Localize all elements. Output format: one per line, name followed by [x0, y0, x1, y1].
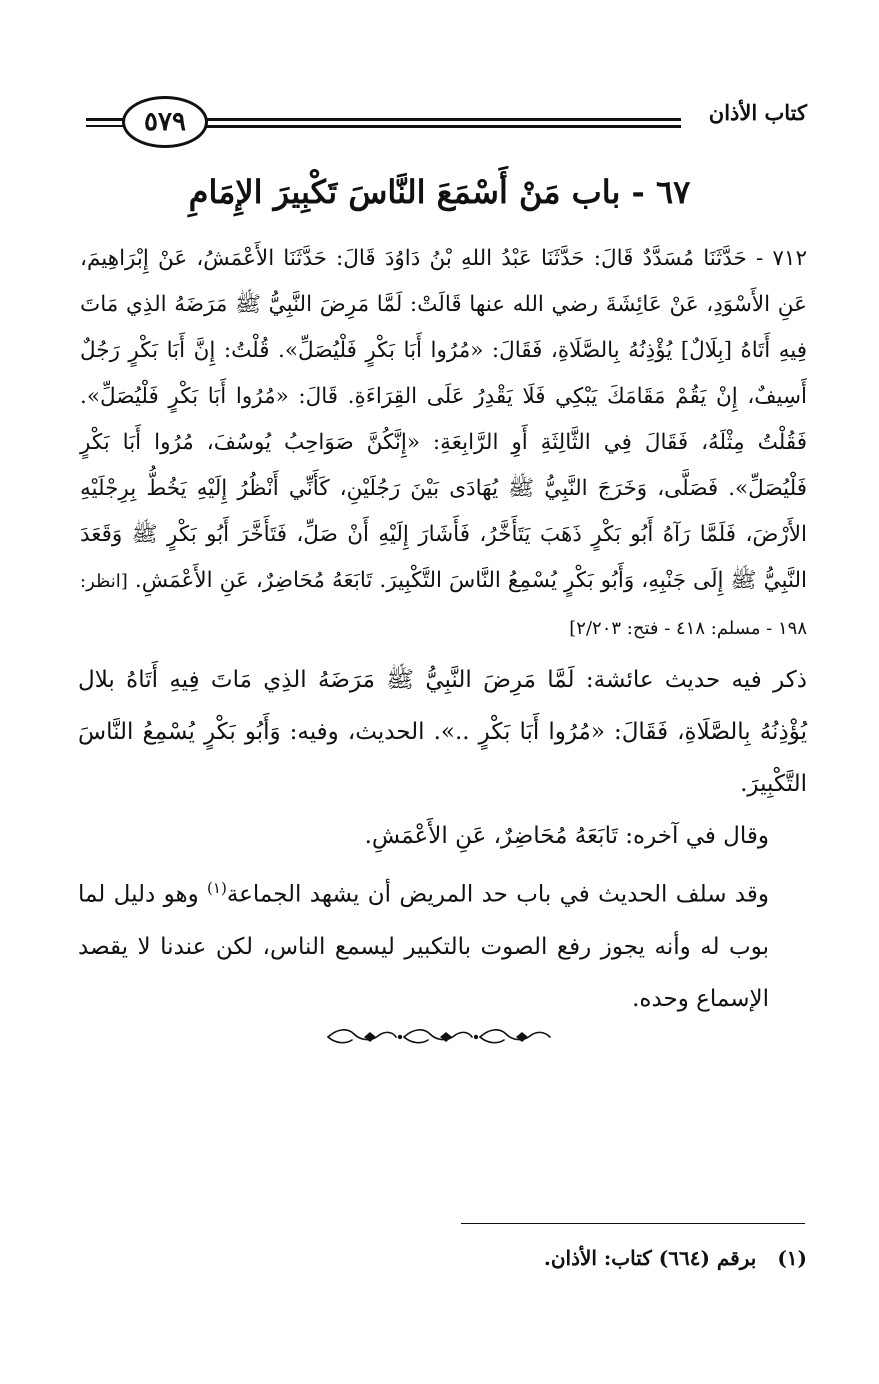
- chapter-heading: ٦٧ - باب مَنْ أَسْمَعَ النَّاسَ تَكْبِيرَ الإِمَامِ: [188, 173, 691, 211]
- hadith-reference: [انظر: ١٩٨ - مسلم: ٤١٨ - فتح: ٢/٢٠٣]: [80, 571, 807, 639]
- footnote: [100, 1238, 807, 1278]
- commentary-paragraph-3-start: وقد سلف الحديث في باب حد المريض أن يشهد الجماعة: [226, 881, 769, 908]
- book-title: كتاب الأذان: [708, 100, 807, 125]
- commentary-paragraph-2: وقال في آخره: تَابَعَهُ مُحَاضِرٌ، عَنِ الأَعْمَشِ.: [364, 823, 769, 849]
- page-number: ٥٧٩: [122, 96, 208, 148]
- hadith-text: [80, 236, 807, 652]
- footnote-marker: (١): [777, 1246, 807, 1270]
- footnote-reference[interactable]: (١): [207, 879, 227, 897]
- decorative-divider-icon: [320, 1024, 560, 1050]
- commentary: [78, 654, 807, 1025]
- commentary-paragraph-1: ذكر فيه حديث عائشة: لَمَّا مَرِضَ النَّبِيُّ ﷺ مَرَضَهُ الذِي مَاتَ فِيهِ أَتَاهُ بلال يُؤْذِنُهُ بِالصَّلَاةِ، فَقَالَ: «مُرُوا أَبَا بَكْرٍ ..». الحديث، وفيه: وَأَبُو بَكْرٍ يُسْمِعُ النَّاسَ التَّكْبِيرَ.: [78, 667, 807, 797]
- commentary-paragraph-3-end: وهو دليل لما بوب له وأنه يجوز رفع الصوت بالتكبير ليسمع الناس، لكن عندنا لا يقصد الإسماع وحده.: [78, 881, 769, 1012]
- commentary-paragraph-3: [78, 862, 807, 1025]
- footnote-text: برقم (٦٦٤) كتاب: الأذان.: [543, 1246, 757, 1270]
- page-header: [86, 96, 807, 156]
- hadith-body: ٧١٢ - حَدَّثَنَا مُسَدَّدٌ قَالَ: حَدَّثَنَا عَبْدُ اللهِ بْنُ دَاوُدَ قَالَ: حَدَّثَنَا الأَعْمَشُ، عَنْ إِبْرَاهِيمَ، عَنِ الأَسْوَدِ، عَنْ عَائِشَةَ رضي الله عنها قَالَتْ: لَمَّا مَرِضَ النَّبِيُّ ﷺ مَرَضَهُ الذِي مَاتَ فِيهِ أَتَاهُ [بِلَالٌ] يُؤْذِنُهُ بِالصَّلَاةِ، فَقَالَ: «مُرُوا أَبَا بَكْرٍ فَلْيُصَلِّ». قُلْتُ: إِنَّ أَبَا بَكْرٍ رَجُلٌ أَسِيفٌ، إِنْ يَقُمْ مَقَامَكَ يَبْكِي فَلَا يَقْدِرُ عَلَى القِرَاءَةِ. قَالَ: «مُرُوا أَبَا بَكْرٍ فَلْيُصَلِّ». فَقُلْتُ مِثْلَهُ، فَقَالَ فِي الثَّالِثَةِ أَوِ الرَّابِعَةِ: «إِنَّكُنَّ صَوَاحِبُ يُوسُفَ، مُرُوا أَبَا بَكْرٍ فَلْيُصَلِّ». فَصَلَّى، وَخَرَجَ النَّبِيُّ ﷺ يُهَادَى بَيْنَ رَجُلَيْنِ، كَأَنِّي أَنْظُرُ إِلَيْهِ يَخُطُّ بِرِجْلَيْهِ الأَرْضَ، فَلَمَّا رَآهُ أَبُو بَكْرٍ ذَهَبَ يَتَأَخَّرُ، فَأَشَارَ إِلَيْهِ أَنْ صَلِّ، فَتَأَخَّرَ أَبُو بَكْرٍ ﷺ وَقَعَدَ النَّبِيُّ ﷺ إِلَى جَنْبِهِ، وَأَبُو بَكْرٍ يُسْمِعُ النَّاسَ التَّكْبِيرَ. تَابَعَهُ مُحَاضِرٌ، عَنِ الأَعْمَشِ.: [80, 246, 807, 593]
- header-rule-left: [86, 118, 126, 127]
- header-rule: [125, 118, 681, 127]
- footnote-separator: [461, 1223, 805, 1224]
